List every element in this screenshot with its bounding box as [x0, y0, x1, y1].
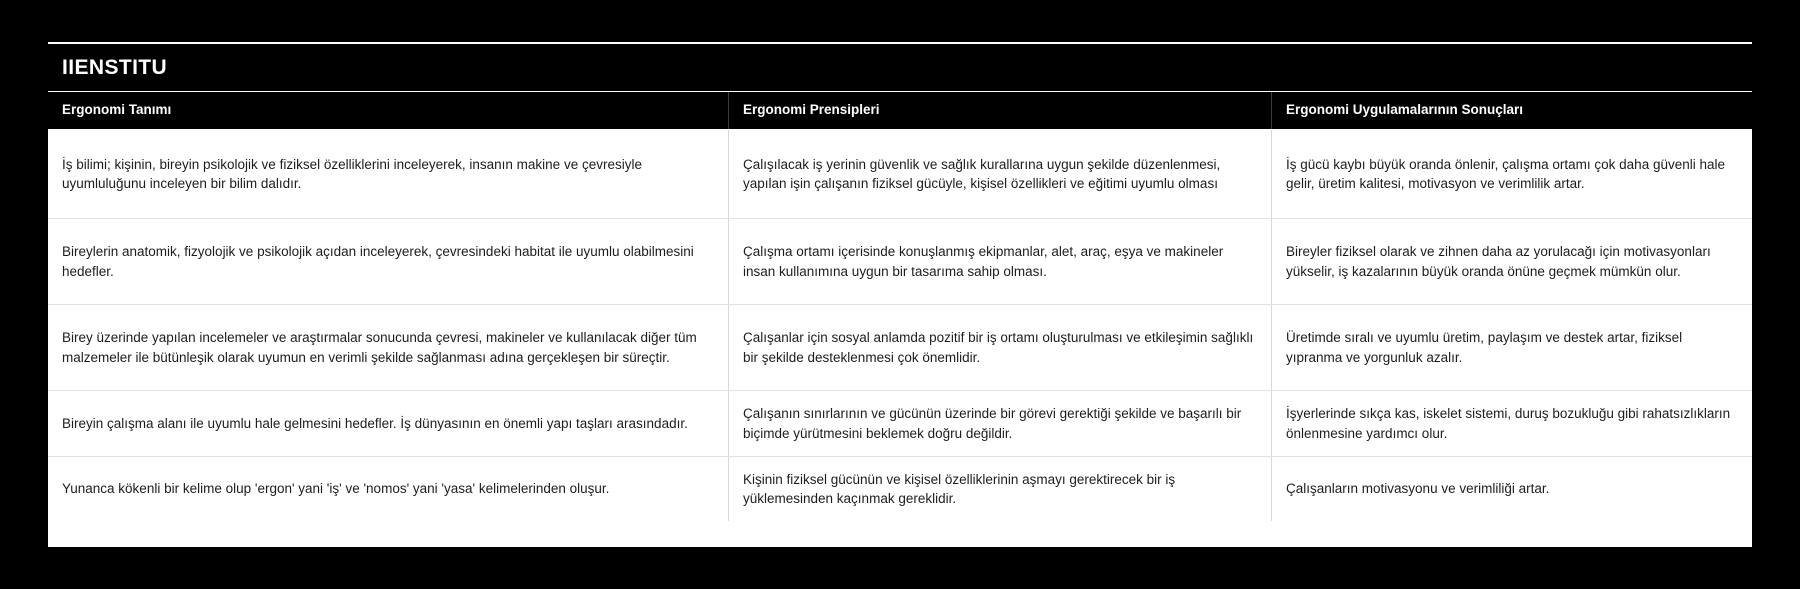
- cell-prensip: [728, 219, 1271, 304]
- cell-text: Bireylerin anatomik, fizyolojik ve psikolojik açıdan inceleyerek, çevresindeki habitat ile uyumlu olabilmesini hedefler.: [62, 244, 694, 279]
- brand-title: IIENSTITU: [62, 56, 168, 79]
- cell-text: Çalışma ortamı içerisinde konuşlanmış ekipmanlar, alet, araç, eşya ve makineler insan kullanımına uygun bir tasarıma sahip olması.: [743, 244, 1224, 279]
- ergonomi-table: [48, 42, 1752, 547]
- cell-text: Birey üzerinde yapılan incelemeler ve araştırmalar sonucunda çevresi, makineler ve kullanılacak diğer tüm malzemeler ile bütünleşik olarak uyumun en verimli şekilde sağlanması adına gerçekleşen bir süreçtir.: [62, 330, 697, 365]
- cell-prensip: [728, 130, 1271, 218]
- table-row: [48, 219, 1752, 305]
- cell-text: Çalışanların motivasyonu ve verimliliği artar.: [1286, 481, 1550, 497]
- cell-prensip: [728, 305, 1271, 390]
- cell-text: Bireyin çalışma alanı ile uyumlu hale gelmesini hedefler. İş dünyasının en önemli yapı taşları arasındadır.: [62, 415, 688, 431]
- table-body: [48, 130, 1752, 545]
- cell-sonuc: [1271, 391, 1752, 456]
- cell-text: İş gücü kaybı büyük oranda önlenir, çalışma ortamı çok daha güvenli hale gelir, üretim kalitesi, motivasyon ve verimlilik artar.: [1286, 156, 1726, 191]
- cell-text: Yunanca kökenli bir kelime olup 'ergon' yani 'iş' ve 'nomos' yani 'yasa' kelimelerinden oluşur.: [62, 481, 610, 497]
- cell-prensip: [728, 391, 1271, 456]
- column-header-ergonomi-tanimi: Ergonomi Tanımı: [62, 102, 172, 118]
- cell-sonuc: [1271, 130, 1752, 218]
- cell-tanim: [48, 391, 728, 456]
- cell-text: Kişinin fiziksel gücünün ve kişisel özelliklerinin aşmayı gerektirecek bir iş yüklemesinden kaçınmak gereklidir.: [743, 471, 1176, 506]
- cell-sonuc: [1271, 219, 1752, 304]
- cell-sonuc: [1271, 305, 1752, 390]
- cell-prensip: [728, 457, 1271, 521]
- cell-tanim: [48, 305, 728, 390]
- cell-text: Üretimde sıralı ve uyumlu üretim, paylaşım ve destek artar, fiziksel yıpranma ve yorgunluk azalır.: [1286, 330, 1683, 365]
- column-header-ergonomi-uygulamalarinin-sonuclari: Ergonomi Uygulamalarının Sonuçları: [1271, 92, 1752, 129]
- cell-text: Çalışanın sınırlarının ve gücünün üzerinde bir görevi gerektiği şekilde ve başarılı bir biçimde yürütmesini beklemek doğru değildir.: [743, 406, 1242, 441]
- table-header-row: [48, 92, 1752, 130]
- cell-sonuc: [1271, 457, 1752, 521]
- brand-bar: [48, 44, 1752, 92]
- cell-tanim: [48, 130, 728, 218]
- cell-tanim: [48, 457, 728, 521]
- cell-text: Çalışılacak iş yerinin güvenlik ve sağlık kurallarına uygun şekilde düzenlenmesi, yapılan işin çalışanın fiziksel gücüyle, kişisel özellikleri ve eğitimi uyumlu olması: [743, 156, 1221, 191]
- table-row: [48, 305, 1752, 391]
- cell-text: Çalışanlar için sosyal anlamda pozitif bir iş ortamı oluşturulması ve etkileşimin sağlıklı bir şekilde desteklenmesi çok önemlidir.: [743, 330, 1254, 365]
- column-header-ergonomi-prensipleri: Ergonomi Prensipleri: [728, 92, 1271, 129]
- table-row: [48, 391, 1752, 457]
- cell-text: Bireyler fiziksel olarak ve zihnen daha az yorulacağı için motivasyonları yükselir, iş kazalarının büyük oranda önüne geçmek mümkün olur.: [1286, 244, 1711, 279]
- cell-text: İşyerlerinde sıkça kas, iskelet sistemi, duruş bozukluğu gibi rahatsızlıkların önlenmesine yardımcı olur.: [1286, 406, 1731, 441]
- cell-text: İş bilimi; kişinin, bireyin psikolojik ve fiziksel özelliklerini inceleyerek, insanın makine ve çevresiyle uyumluluğunu inceleyen bir bilim dalıdır.: [62, 156, 642, 191]
- table-row: [48, 130, 1752, 219]
- cell-tanim: [48, 219, 728, 304]
- table-row: [48, 457, 1752, 521]
